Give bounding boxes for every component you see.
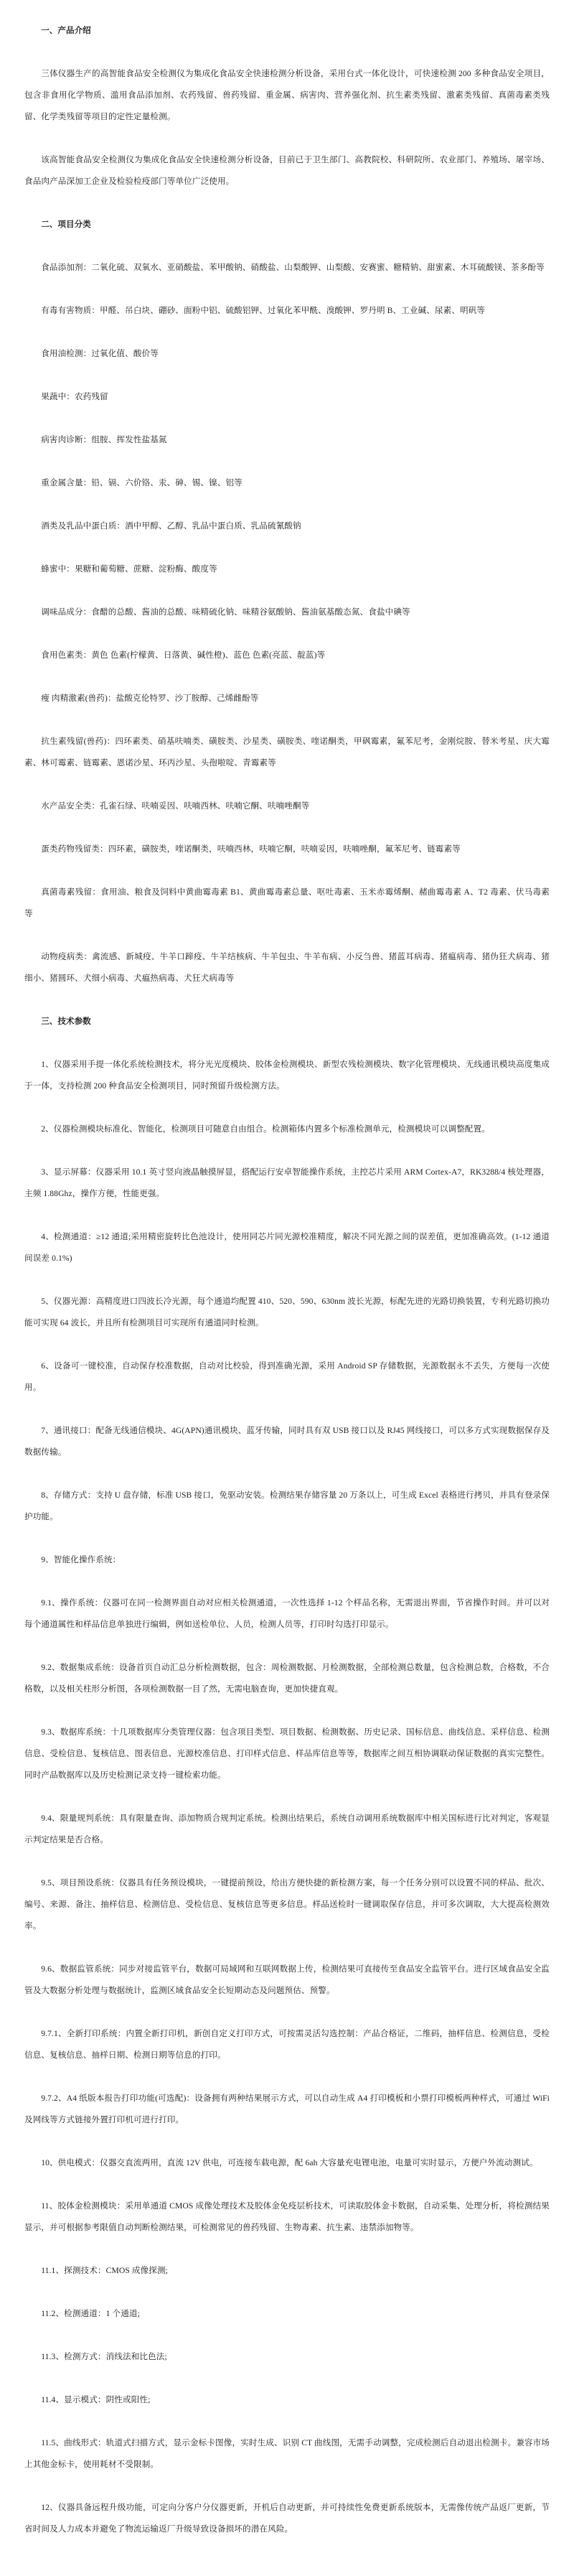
technical-parameter-item: 9.1、操作系统：仪器可在同一检测界面自动对应相关检测通道，一次性选择 1-12 个样品名称，无需退出界面，节省操作时间。并可以对每个通道属性和样品信息单独进行编辑，例如送检单位、人员，检测人员等，打印时勾选打印显示。: [24, 1598, 550, 1629]
spacer: [24, 1937, 550, 1959]
spacer: [24, 817, 550, 839]
spacer: [24, 774, 550, 795]
technical-parameter-item: 3、显示屏幕：仪器采用 10.1 英寸竖向液晶触摸屏显，搭配运行安卓智能操作系统，主控芯片采用 ARM Cortex-A7，RK3288/4 核处理器，主频 1.88Ghz，操作方便，性能更强。: [24, 1167, 550, 1198]
technical-parameter-item: 9.4、限量规判系统：具有限量查询、添加物质合规判定系统。检测出结果后，系统自动调用系统数据库中相关国标进行比对判定，客观显示判定结果是否合格。: [24, 1814, 550, 1844]
technical-parameter-item: 9.5、项目预设系统：仪器具有任务预设模块，一键提前预设，给出方便快捷的新检测方案，每一个任务分别可以设置不同的样品、批次、编号、来源、备注、抽样信息、检测信息、受检信息、复核信息等更多信息。样品送检时一键调取保存信息，并可多次调取，大大提高检测效率。: [24, 1878, 550, 1931]
spacer: [24, 1463, 550, 1485]
technical-parameter-item: 11.5、曲线形式：轨道式扫描方式，显示金标卡图像，实时生成、识别 CT 曲线图，无需手动调整，完成检测后自动退出检测卡。兼容市场上其他金标卡，使用耗材不受限制。: [24, 2438, 550, 2469]
spacer: [24, 623, 550, 645]
spacer: [24, 1635, 550, 1657]
classification-item: 水产品安全类：孔雀石绿、呋喃妥因、呋喃西林、呋喃它酮、呋喃唑酮等: [41, 801, 310, 811]
technical-parameter-item: 9.6、数据监管系统：同步对接监管平台，数据可局域网和互联网数据上传，检测结果可直接传至食品安全监管平台。进行区域食品安全监管及大数据分析处理与数据统计，监测区域食品安全长短期动态及问题预估、预警。: [24, 1964, 550, 1995]
spacer: [24, 537, 550, 559]
spacer: [24, 1399, 550, 1420]
classification-item: 食品添加剂：二氧化硫、双氧水、亚硝酸盐、苯甲酸钠、硝酸盐、山梨酸钾、山梨酸、安赛蜜、糖精钠、甜蜜素、木耳硫酸镁、茶多酚等: [41, 263, 545, 272]
classification-item: 调味品成分：食醋的总酸、酱油的总酸、味精硫化钠、味精谷氨酸钠、酱油氨基酸态氮、食盐中碘等: [41, 607, 410, 617]
spacer: [24, 666, 550, 688]
spacer: [24, 322, 550, 343]
classification-item: 动物疫病类：禽流感、新城疫、牛羊口蹄疫、牛羊结核病、牛羊包虫、牛羊布病、小反刍兽、猪蓝耳病毒、猪瘟病毒、猪伪狂犬病毒、猪细小、猪圆环、犬细小病毒、犬瘟热病毒、犬狂犬病毒等: [24, 952, 550, 983]
technical-parameter-item: 4、检测通道：≥12 通道;采用精密旋转比色池设计，使用同芯片同光源校准精度，解决不同光源之间的误差值，更加准确高效。(1-12 通道间误差 0.1%): [24, 1232, 550, 1263]
technical-parameter-item: 9.7.2、A4 纸版本报告打印功能(可选配)：设备拥有两种结果展示方式，可以自动生成 A4 打印模板和小票打印模板两种样式，可通过 WiFi 及网线等方式链接外置打印机可进行打印。: [24, 2094, 550, 2124]
section-heading-technical-parameters: 三、技术参数: [41, 1017, 91, 1026]
technical-parameter-item: 11.4、显示模式：阴性或阳性;: [41, 2395, 151, 2404]
spacer: [24, 1269, 550, 1291]
spacer: [24, 580, 550, 602]
paragraph-product-intro-2: 该高智能食品安全检测仪为集成化食品安全快速检测分析设备，目前已于卫生部门、高教院校、科研院所、农业部门、养殖场、屠宰场、食品肉产品深加工企业及检验检疫部门等单位广泛使用。: [24, 155, 550, 186]
technical-parameter-item: 9.2、数据集成系统：设备首页自动汇总分析检测数据，包含：周检测数据、月检测数据，全部检测总数量，包含检测总数，合格数，不合格数，以及相关柱形分析图，各项检测数据一目了然，无需电脑查询，更加快捷直观。: [24, 1663, 550, 1694]
classification-item: 食用油检测：过氧化值、酸价等: [41, 349, 159, 358]
spacer: [24, 709, 550, 731]
classification-item: 食用色素类：黄色 色素(柠檬黄、日落黄、碱性橙)、蓝色 色素(亮蓝、靛蓝)等: [41, 650, 326, 660]
spacer: [24, 2066, 550, 2088]
classification-item: 重金属含量：铅、镉、六价铬、汞、砷、锡、镍、铝等: [41, 478, 243, 487]
spacer: [24, 42, 550, 63]
classification-item: 蜂蜜中：果糖和葡萄糖、蔗糖、淀粉酶、酸度等: [41, 564, 217, 574]
spacer: [24, 1700, 550, 1722]
spacer: [24, 1140, 550, 1162]
spacer: [24, 2131, 550, 2152]
technical-parameter-item: 8、存储方式：支持 U 盘存储，标准 USB 接口，免驱动安装。检测结果存储容量 20 万条以上，可生成 Excel 表格进行拷贝，并具有登录保护功能。: [24, 1490, 550, 1521]
spacer: [24, 1205, 550, 1226]
spacer: [24, 279, 550, 300]
technical-parameter-item: 11.3、检测方式：消线法和比色法;: [41, 2352, 167, 2361]
spacer: [24, 192, 550, 214]
technical-parameter-item: 5、仪器光源：高精度进口四波长冷光源，每个通道均配置 410、520、590、630nm 波长光源，标配先进的光路切换装置，专利光路切换功能可实现 64 波长，并且所有检测项目可实现所有通道同时检测。: [24, 1297, 550, 1327]
technical-parameter-item: 11.1、探测技术：CMOS 成像探测;: [41, 2266, 168, 2275]
technical-parameter-item: 10、供电模式：仪器交直流两用，直流 12V 供电，可连接车载电源，配 6ah 大容量充电锂电池，电量可实时显示，方便户外流动测试。: [41, 2158, 538, 2167]
spacer: [24, 451, 550, 472]
classification-item: 真菌毒素残留：食用油、粮食及饲料中黄曲霉毒素 B1、黄曲霉毒素总量、呕吐毒素、玉米赤霉烯酮、赭曲霉毒素 A、T2 毒素、伏马毒素等: [24, 887, 550, 918]
spacer: [24, 989, 550, 1011]
technical-parameter-item: 9、智能化操作系统：: [41, 1555, 121, 1564]
spacer: [24, 2239, 550, 2260]
technical-parameter-item: 11.2、检测通道：1 个通道;: [41, 2309, 140, 2318]
spacer: [24, 408, 550, 429]
classification-item: 有毒有害物质：甲醛、吊白块、硼砂、面粉中铝、硫酸铝钾、过氧化苯甲酰、溴酸钾、罗丹明 B、工业碱、尿素、明矾等: [41, 306, 486, 315]
spacer: [24, 1528, 550, 1549]
spacer: [24, 365, 550, 386]
spacer: [24, 2282, 550, 2303]
classification-item: 瘦 肉精激素(兽药)：盐酸克伦特罗、沙丁胺醇、己烯雌酚等: [41, 694, 259, 703]
spacer: [24, 2475, 550, 2497]
spacer: [24, 860, 550, 882]
classification-item: 酒类及乳品中蛋白质：酒中甲醇、乙醇、乳品中蛋白质、乳品硫氰酸钠: [41, 521, 301, 531]
classification-item: 病害肉诊断：组胺、挥发性盐基氮: [41, 435, 167, 444]
spacer: [24, 1571, 550, 1592]
spacer: [24, 235, 550, 257]
top-spacer: [24, 10, 550, 20]
classification-item: 抗生素残留(兽药)：四环素类、硝基呋喃类、磺胺类、沙星类、磺胺类、喹诺酮类，甲砜霉素，氟苯尼考，金刚烷胺、替米考星、庆大霉素、林可霉素、链霉素、恩诺沙星、环丙沙星、头孢啦啶、青霉素等: [24, 737, 550, 767]
spacer: [24, 128, 550, 149]
technical-parameter-item: 9.3、数据库系统：十几项数据库分类管理仪器：包含项目类型、项目数据、检测数据、历史记录、国标信息、曲线信息、采样信息、检测信息、受检信息、复核信息、图表信息、光源校准信息、打印样式信息、样品库信息等等，数据库之间互相协调联动保证数据的真实完整性。同时产品数据库以及历史检测记录支持一键检索功能。: [24, 1727, 550, 1780]
technical-parameter-item: 1、仪器采用手提一体化系统检测技术，将分光光度模块、胶体金检测模块、新型农残检测模块、数字化管理模块、无线通讯模块高度集成于一体，支持检测 200 种食品安全检测项目，同时预留升级检测方法。: [24, 1060, 550, 1091]
spacer: [24, 1097, 550, 1119]
spacer: [24, 2411, 550, 2432]
technical-parameter-item: 11、胶体金检测模块：采用单通道 CMOS 成像处理技术及胶体金免疫层析技术，可读取胶体金卡数据，自动采集、处理分析，将检测结果显示，并可根据参考限值自动判断检测结果，可检测常见的兽药残留、生物毒素、抗生素、违禁添加物等。: [24, 2201, 550, 2232]
section-heading-project-classification: 二、项目分类: [41, 220, 91, 229]
technical-parameter-item: 2、仪器检测模块标准化、智能化，检测项目可随意自由组合。检测箱体内置多个标准检测单元，检测模块可以调整配置。: [41, 1124, 490, 1134]
spacer: [24, 494, 550, 515]
technical-parameter-item: 12、仪器具备远程升级功能，可定向分客户分仪器更新，开机后自动更新，并可持续性免费更新系统版本，无需像传统产品返厂更新，节省时间及人力成本并避免了物流运输返厂升级导致设备损坏的潜在风险。: [24, 2503, 550, 2534]
technical-parameter-item: 9.7.1、全新打印系统：内置全新打印机，新创自定义打印方式，可按需灵活勾选控制：产品合格证，二维码，抽样信息、检测信息，受检信息、复核信息、抽样日期、检测日期等信息的打印。: [24, 2029, 550, 2060]
spacer: [24, 2368, 550, 2389]
spacer: [24, 2174, 550, 2195]
spacer: [24, 1786, 550, 1808]
spacer: [24, 2002, 550, 2023]
spacer: [24, 1032, 550, 1054]
spacer: [24, 1851, 550, 1872]
spacer: [24, 925, 550, 946]
spacer: [24, 1334, 550, 1355]
classification-item: 果蔬中：农药残留: [41, 392, 108, 401]
technical-parameter-item: 7、通讯接口：配备无线通信模块、4G(APN)通讯模块、蓝牙传输，同时具有双 USB 接口以及 RJ45 网线接口，可以多方式实现数据保存及数据传输。: [24, 1426, 550, 1457]
paragraph-product-intro-1: 三体仪器生产的高智能食品安全检测仪为集成化食品安全快速检测分析设备，采用台式一体化设计，可快速检测 200 多种食品安全项目，包含非食用化学物质、滥用食品添加剂、农药残留、兽药残留、重金属、病害肉、营养强化剂、抗生素类残留、激素类残留、真菌毒素类残留、化学类残留等项目的定性定量检测。: [24, 69, 550, 121]
spacer: [24, 2540, 550, 2562]
section-heading-product-intro: 一、产品介绍: [41, 26, 91, 35]
technical-parameter-item: 6、设备可一键校准，自动保存校准数据，自动对比校验，得到准确光源，采用 Android SP 存储数据，光源数据永不丢失，方便每一次使用。: [24, 1361, 550, 1392]
classification-item: 蛋类药物残留类：四环素，磺胺类，喹诺酮类，呋喃西林，呋喃它酮，呋喃妥因，呋喃唑酮，氟苯尼考、链霉素等: [41, 844, 461, 854]
spacer: [24, 2325, 550, 2346]
